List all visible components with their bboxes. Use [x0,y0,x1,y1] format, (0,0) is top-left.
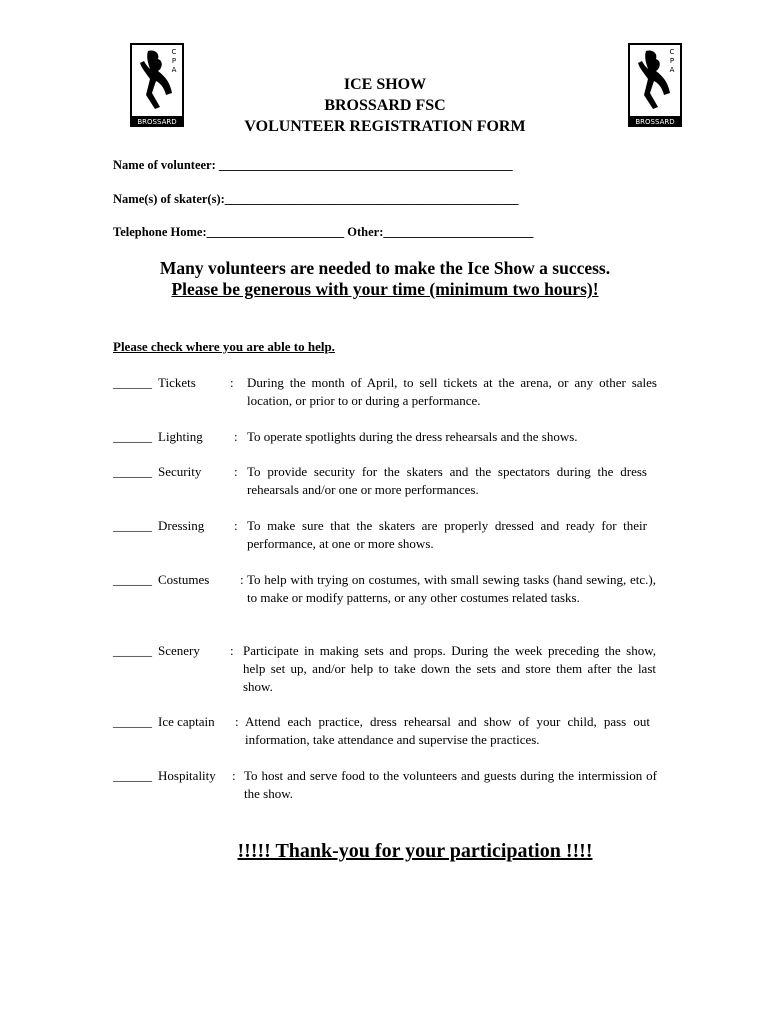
headline-generous: Please be generous with your time (minimum two hours)! [171,279,599,299]
logo-letter-p: P [171,57,177,65]
role-colon: : [240,572,244,587]
skater-names-field[interactable]: Name(s) of skater(s):_______________________________________________ [113,192,519,206]
title-club: BROSSARD FSC [324,97,446,114]
thank-you-message: !!!!! Thank-you for your participation !!!! [237,840,593,862]
role-name: Lighting [158,429,203,444]
telephone-field[interactable]: Telephone Home:______________________ Other:________________________ [113,225,534,239]
role-description: To help with trying on costumes, with small sewing tasks (hand sewing, etc.), to make or modify patterns, or any other costumes related tasks. [247,572,656,605]
role-description: To operate spotlights during the dress rehearsals and the shows. [247,429,578,444]
role-description: To host and serve food to the volunteers and guests during the intermission of the show. [244,768,657,801]
role-name: Security [158,464,202,479]
logo-letter-a: A [669,66,675,74]
checkbox-line[interactable]: ______ [113,429,152,444]
role-colon: : [230,375,234,390]
title-ice-show: ICE SHOW [343,76,427,93]
logo-letter-a: A [171,66,177,74]
title-form: VOLUNTEER REGISTRATION FORM [244,118,526,135]
role-name: Ice captain [158,714,215,729]
logo-caption: BROSSARD [137,118,177,126]
role-description: To provide security for the skaters and the spectators during the dress rehearsals and/or one or more performances. [247,464,647,497]
logo-caption: BROSSARD [635,118,675,126]
checkbox-line[interactable]: ______ [113,714,152,729]
role-name: Tickets [158,375,196,390]
role-name: Scenery [158,643,200,658]
role-description: During the month of April, to sell tickets at the arena, or any other sales location, or prior to or during a performance. [247,375,657,408]
role-name: Hospitality [158,768,216,783]
role-description: Attend each practice, dress rehearsal and show of your child, pass out information, take attendance and supervise the practices. [245,714,650,747]
checkbox-line[interactable]: ______ [113,518,152,533]
logo-letter-c: C [171,48,177,56]
checkbox-line[interactable]: ______ [113,375,152,390]
role-colon: : [232,768,236,783]
logo-letter-c: C [669,48,675,56]
logo-letter-p: P [669,57,675,65]
headline-needed: Many volunteers are needed to make the Ice Show a success. [159,258,611,278]
role-description: Participate in making sets and props. During the week preceding the show, help set up, and/or help to take down the sets and store them after the last show. [243,643,656,694]
role-colon: : [230,643,234,658]
role-colon: : [234,464,238,479]
checkbox-line[interactable]: ______ [113,572,152,587]
checkbox-line[interactable]: ______ [113,464,152,479]
role-name: Costumes [158,572,210,587]
role-colon: : [234,429,238,444]
role-colon: : [235,714,239,729]
check-instructions: Please check where you are able to help. [113,339,335,354]
checkbox-line[interactable]: ______ [113,768,152,783]
role-name: Dressing [158,518,205,533]
role-description: To make sure that the skaters are properly dressed and ready for their performance, at one or more shows. [247,518,647,551]
volunteer-name-field[interactable]: Name of volunteer: _______________________________________________ [113,158,513,172]
role-colon: : [234,518,238,533]
checkbox-line[interactable]: ______ [113,643,152,658]
